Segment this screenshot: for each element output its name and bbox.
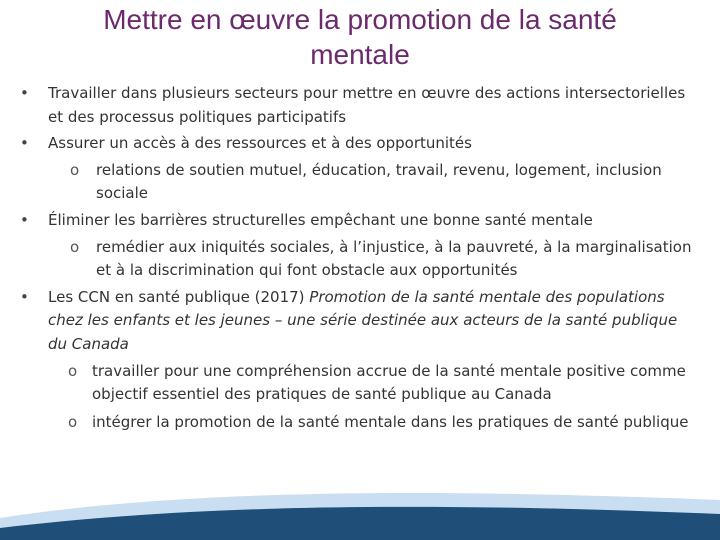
bullet-marker: • [20, 210, 29, 229]
bullet-marker: • [20, 134, 29, 153]
bullet-item-3 [20, 209, 700, 233]
bullet-list [20, 82, 700, 434]
sub-bullet-text: remédier aux iniquités sociales, à l’injustice, à la pauvreté, à la marginalisation et à la discrimination qui font obstacle aux opportunités [96, 237, 692, 280]
bullet-text-plain: Les CCN en santé publique (2017) [48, 287, 310, 306]
sub-bullet-marker: o [70, 160, 80, 179]
sub-bullet-text: relations de soutien mutuel, éducation, travail, revenu, logement, inclusion sociale [96, 160, 662, 203]
slide-title-line-2: mentale [310, 39, 410, 70]
sub-bullet-item [20, 159, 700, 206]
bullet-text: Éliminer les barrières structurelles empêchant une bonne santé mentale [48, 210, 593, 229]
bullet-marker: • [20, 84, 29, 102]
bullet-item-2 [20, 132, 700, 156]
sub-bullet-item [20, 411, 700, 435]
sub-bullet-marker: o [68, 361, 78, 380]
bullet-text: Travailler dans plusieurs secteurs pour mettre en œuvre des actions intersectorielles et des processus politiques participatifs [48, 84, 686, 126]
bullet-text: Assurer un accès à des ressources et à des opportunités [48, 134, 472, 153]
bullet-item-4 [20, 286, 700, 357]
publication-title: Promotion de la santé mentale des populations chez les enfants et les jeunes – une série destinée aux acteurs de la santé publique du Canada [48, 287, 678, 353]
bullet-marker: • [20, 287, 29, 306]
decorative-swoosh [0, 480, 720, 540]
slide-title-line-1: Mettre en œuvre la promotion de la santé [103, 4, 617, 35]
sub-bullet-item [20, 236, 700, 283]
slide-title [0, 2, 720, 72]
sub-bullet-marker: o [68, 412, 78, 431]
sub-bullet-text: intégrer la promotion de la santé mentale dans les pratiques de santé publique [92, 412, 689, 431]
bullet-item-1 [20, 82, 700, 129]
sub-bullet-text: travailler pour une compréhension accrue de la santé mentale positive comme objectif essentiel des pratiques de santé publique au Canada [92, 361, 686, 404]
sub-bullet-marker: o [70, 237, 80, 256]
sub-bullet-item [20, 360, 700, 407]
